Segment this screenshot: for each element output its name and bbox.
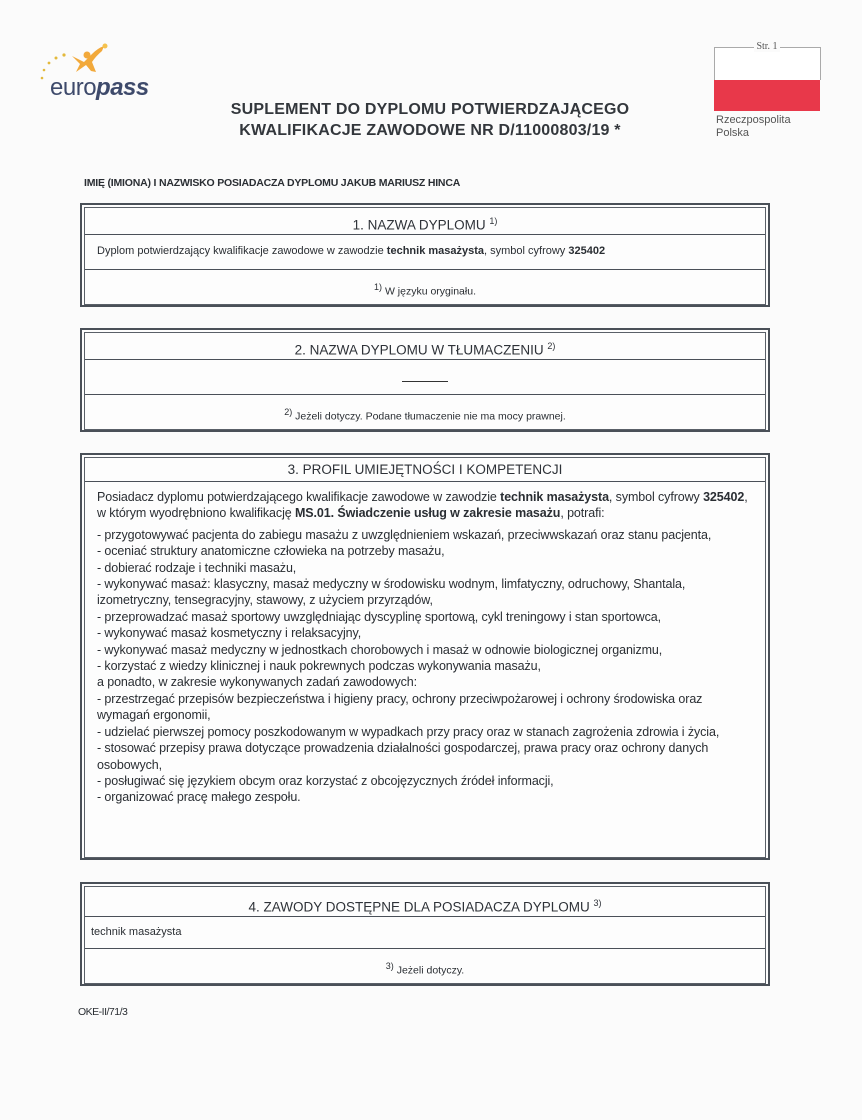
skill-item: - przestrzegać przepisów bezpieczeństwa i higieny pracy, ochrony przeciwpożarowej i ochrony środowiska oraz wymagań ergonomii, xyxy=(97,691,703,723)
skill-item: - posługiwać się językiem obcym oraz korzystać z obcojęzycznych źródeł informacji, xyxy=(97,773,554,788)
section-1-box xyxy=(80,203,770,307)
country-name xyxy=(716,114,791,140)
page-number: Str. 1 xyxy=(756,41,778,52)
section-2-note: $^{2)}$ Jeżeli dotyczy. Podane tłumaczenie nie ma mocy prawnej. xyxy=(284,407,566,423)
skill-item: - udzielać pierwszej pomocy poszkodowanym w wypadkach przy pracy oraz w stanach zagrożenia zdrowia i życia, xyxy=(97,724,720,739)
country-line-2: Polska xyxy=(716,127,750,139)
section-1-note: $^{1)}$ W języku oryginału. xyxy=(374,282,476,298)
skill-item: - dobierać rodzaje i techniki masażu, xyxy=(97,560,297,575)
section-4-box xyxy=(80,882,770,986)
profile-intro: Posiadacz dyplomu potwierdzającego kwalifikacje zawodowe w zawodzie technik masażysta, symbol cyfrowy 325402, w którym wyodrębniono kwalifikację MS.01. Świadczenie usług w zakresie masażu, potrafi: xyxy=(97,490,748,521)
europass-logo xyxy=(36,42,156,112)
skill-subheading: a ponadto, w zakresie wykonywanych zadań zawodowych: xyxy=(97,675,417,690)
section-4-content: technik masażysta xyxy=(85,917,765,949)
section-3-header: 3. PROFIL UMIEJĘTNOŚCI I KOMPETENCJI xyxy=(85,458,765,482)
section-2-box xyxy=(80,328,770,432)
skill-item: - korzystać z wiedzy klinicznej i nauk pokrewnych podczas wykonywania masażu, xyxy=(97,659,541,674)
form-code: OKE-II/71/3 xyxy=(78,1006,128,1018)
section-3-profile xyxy=(85,482,765,812)
title-line-1: SUPLEMENT DO DYPLOMU POTWIERDZAJĄCEGO xyxy=(230,101,630,118)
section-1-content: Dyplom potwierdzający kwalifikacje zawodowe w zawodzie technik masażysta, symbol cyfrowy 325402 xyxy=(85,235,765,270)
skill-item: - przeprowadzać masaż sportowy uwzględniając dyscyplinę sportową, cykl treningowy i stan sportowca, xyxy=(97,609,661,624)
skill-item: - oceniać struktury anatomiczne człowieka na potrzeby masażu, xyxy=(97,544,445,559)
section-3-box xyxy=(80,453,770,860)
flag-red-stripe xyxy=(714,80,820,111)
section-2-header: 2. NAZWA DYPLOMU W TŁUMACZENIU $^{2)}$ xyxy=(85,333,765,360)
empty-dash xyxy=(402,381,448,382)
document-title xyxy=(180,99,680,141)
title-line-2: KWALIFIKACJE ZAWODOWE NR D/11000803/19 * xyxy=(239,122,621,139)
skill-item: - wykonywać masaż: klasyczny, masaż medyczny w środowisku wodnym, limfatyczny, odruchowy, Shantala, izometryczny, tensegracyjny, stawowy, z użyciem przyrządów, xyxy=(97,577,686,608)
europass-wordmark: europass xyxy=(50,74,149,101)
skill-item: - przygotowywać pacjenta do zabiegu masażu z uwzględnieniem wskazań, przeciwwskazań oraz stanu pacjenta, xyxy=(97,527,712,542)
skill-item: - wykonywać masaż kosmetyczny i relaksacyjny, xyxy=(97,626,362,641)
holder-name: IMIĘ (IMIONA) I NAZWISKO POSIADACZA DYPLOMU JAKUB MARIUSZ HINCA xyxy=(84,177,461,189)
skill-item: - stosować przepisy prawa dotyczące prowadzenia działalności gospodarczej, prawa pracy oraz ochrony danych osobowych, xyxy=(97,741,709,772)
section-1-header: 1. NAZWA DYPLOMU $^{1)}$ xyxy=(85,208,765,235)
section-4-note: $^{3)}$ Jeżeli dotyczy. xyxy=(385,961,465,977)
section-2-content xyxy=(85,360,765,395)
section-4-header: 4. ZAWODY DOSTĘPNE DLA POSIADACZA DYPLOMU $^{3)}$ xyxy=(85,887,765,917)
skills-list xyxy=(97,527,753,806)
skill-item: - organizować pracę małego zespołu. xyxy=(97,790,301,805)
skill-item: - wykonywać masaż medyczny w jednostkach chorobowych i masaż w odnowie biologicznej organizmu, xyxy=(97,642,663,657)
country-line-1: Rzeczpospolita xyxy=(716,114,791,126)
